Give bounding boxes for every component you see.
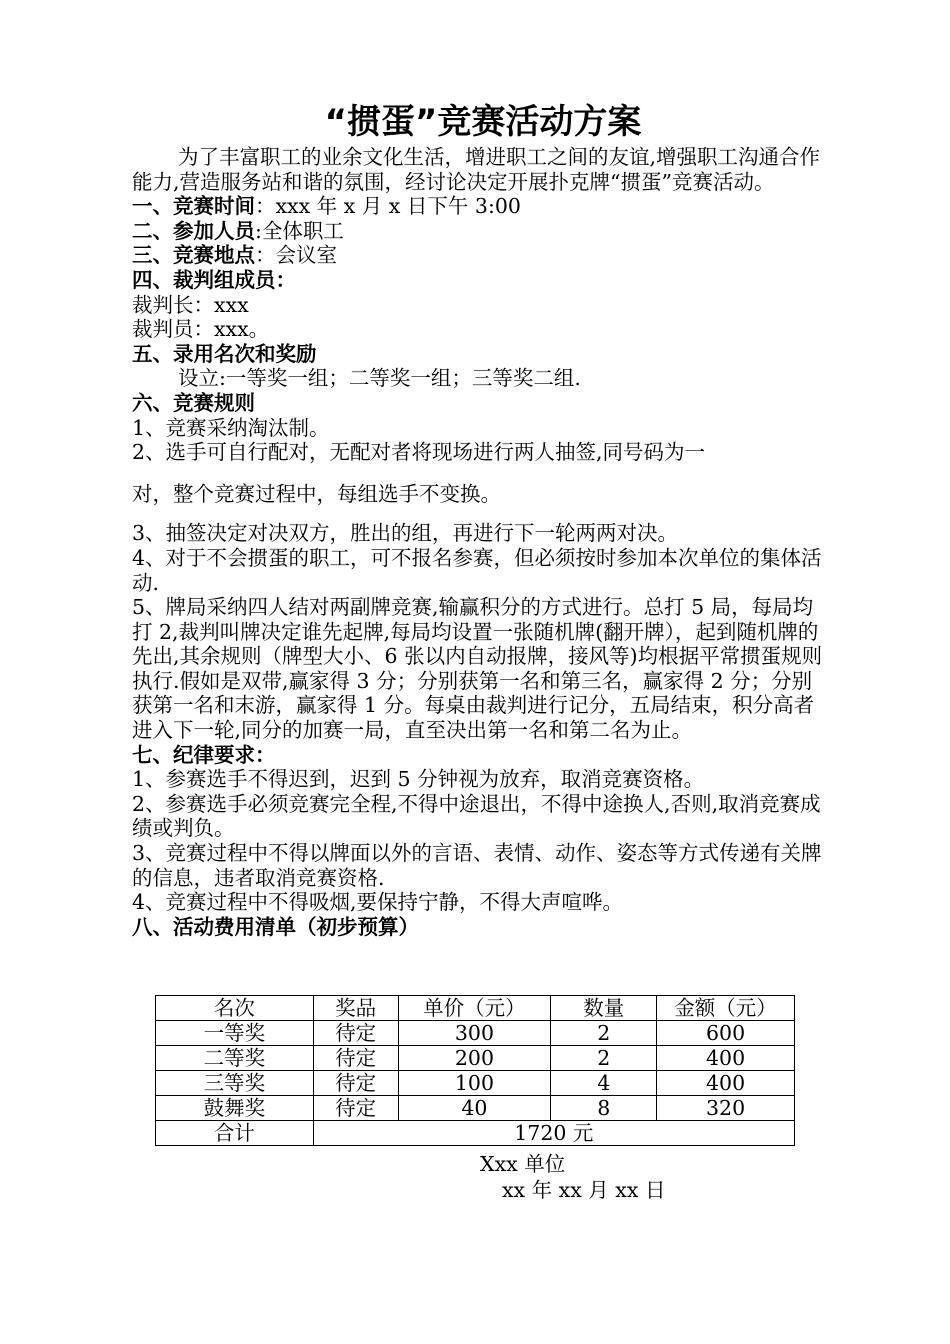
section-value: 全体职工 <box>261 218 344 243</box>
section-heading: 四、裁判组成员： <box>132 267 296 292</box>
rule-item: 3、抽签决定对决双方，胜出的组，再进行下一轮两两对决。 <box>132 521 679 546</box>
column-header: 名次 <box>156 996 314 1021</box>
table-cell: 待定 <box>313 1096 398 1121</box>
table-cell: 320 <box>657 1096 795 1121</box>
table-row <box>156 1021 795 1046</box>
table-cell: 待定 <box>313 1071 398 1096</box>
table-cell: 三等奖 <box>156 1071 314 1096</box>
table-cell: 2 <box>551 1046 657 1071</box>
rule-item: 5、牌局采纳四人结对两副牌竞赛,输赢积分的方式进行。总打 5 局，每局均打 2,裁判叫牌决定谁先起牌,每局均设置一张随机牌(翻开牌），起到随机牌的先出,其余规则（牌型大小、6 张以内自动报牌，接风等)均根据平常掼蛋规则执行.假如是双带,赢家得 3 分；分别获第一名和第三名，赢家得 2 分；分别获第一名和末游，赢家得 1 分。每桌由裁判进行记分，五局结束，积分高者进入下一轮,同分的加赛一局，直至决出第一名和第二名为止。 <box>132 595 823 743</box>
discipline-item: 4、竞赛过程中不得吸烟,要保持宁静，不得大声喧哗。 <box>132 890 624 915</box>
rule-item: 1、竞赛采纳淘汰制。 <box>132 415 330 440</box>
section-heading: 二、参加人员 <box>132 218 255 243</box>
section-value: 会议室 <box>275 243 337 268</box>
table-cell: 8 <box>551 1096 657 1121</box>
rule-item: 4、对于不会掼蛋的职工，可不报名参赛，但必须按时参加本次单位的集体活动. <box>132 545 822 595</box>
discipline-item: 1、参赛选手不得迟到，迟到 5 分钟视为放弃，取消竞赛资格。 <box>132 767 705 792</box>
awards-text: 设立:一等奖一组；二等奖一组；三等奖二组. <box>178 366 581 391</box>
table-cell: 100 <box>398 1071 551 1096</box>
table-cell: 二等奖 <box>156 1046 314 1071</box>
table-row <box>156 1096 795 1121</box>
document-body <box>132 145 832 939</box>
section-heading: 三、竞赛地点 <box>132 243 255 268</box>
table-cell: 200 <box>398 1046 551 1071</box>
column-header: 单价（元） <box>398 996 551 1021</box>
intro-paragraph: 为了丰富职工的业余文化生活，增进职工之间的友谊,增强职工沟通合作能力,营造服务站和谐的氛围，经讨论决定开展扑克牌“掼蛋”竞赛活动。 <box>132 145 821 194</box>
table-header-row <box>156 996 795 1021</box>
referee-members: 裁判员：xxx。 <box>132 317 270 342</box>
rule-item-continued: 对，整个竞赛过程中，每组选手不变换。 <box>132 481 501 506</box>
table-cell: 400 <box>657 1071 795 1096</box>
discipline-item: 3、竞赛过程中不得以牌面以外的言语、表情、动作、姿态等方式传递有关牌的信息，违者取消竞赛资格. <box>132 841 822 890</box>
column-header: 数量 <box>551 996 657 1021</box>
section-heading: 八、活动费用清单（初步预算） <box>132 914 419 939</box>
total-value: 1720 元 <box>313 1121 794 1146</box>
table-cell: 鼓舞奖 <box>156 1096 314 1121</box>
total-label: 合计 <box>156 1121 314 1146</box>
table-row <box>156 1046 795 1071</box>
signature-date: xx 年 xx 月 xx 日 <box>502 1178 666 1202</box>
section-separator: : <box>255 218 262 243</box>
section-heading: 五、录用名次和奖励 <box>132 341 317 366</box>
section-value: xxx 年 x 月 x 日下午 3:00 <box>275 194 521 219</box>
section-heading: 一、竞赛时间 <box>132 194 255 219</box>
chief-referee: 裁判长：xxx <box>132 292 249 317</box>
column-header: 金额（元） <box>657 996 795 1021</box>
section-separator: ： <box>255 194 276 219</box>
table-total-row <box>156 1121 795 1146</box>
document-title: “掼蛋”竞赛活动方案 <box>324 102 642 142</box>
table-cell: 待定 <box>313 1046 398 1071</box>
budget-table <box>155 995 795 1146</box>
section-venue <box>132 243 832 268</box>
section-separator: ： <box>255 243 276 268</box>
rule-item: 2、选手可自行配对，无配对者将现场进行两人抽签,同号码为一 <box>132 440 706 465</box>
table-cell: 40 <box>398 1096 551 1121</box>
column-header: 奖品 <box>313 996 398 1021</box>
section-participants <box>132 219 832 244</box>
table-cell: 300 <box>398 1021 551 1046</box>
signature-org: Xxx 单位 <box>480 1152 566 1176</box>
table-cell: 待定 <box>313 1021 398 1046</box>
section-heading: 六、竞赛规则 <box>132 390 255 415</box>
discipline-item: 2、参赛选手必须竞赛完全程,不得中途退出，不得中途换人,否则,取消竞赛成绩或判负。 <box>132 791 821 841</box>
table-cell: 4 <box>551 1071 657 1096</box>
section-heading: 七、纪律要求： <box>132 742 276 767</box>
table-cell: 2 <box>551 1021 657 1046</box>
table-cell: 600 <box>657 1021 795 1046</box>
section-time <box>132 194 832 219</box>
table-cell: 400 <box>657 1046 795 1071</box>
table-row <box>156 1071 795 1096</box>
table-cell: 一等奖 <box>156 1021 314 1046</box>
